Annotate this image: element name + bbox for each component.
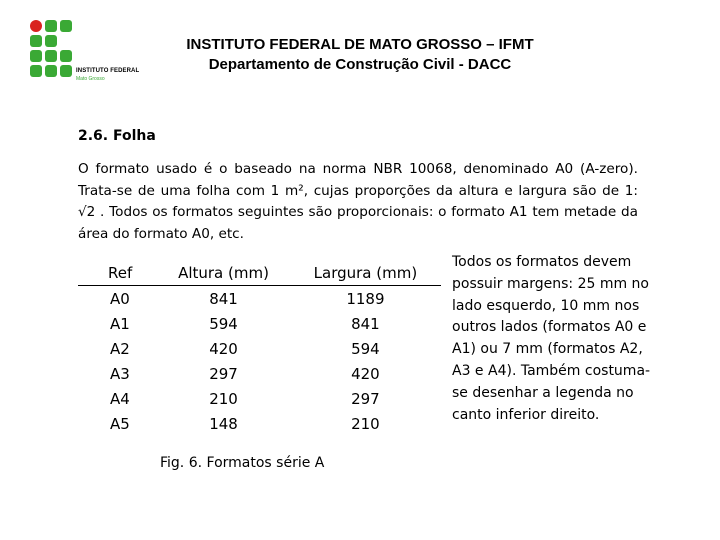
cell-width: 594: [351, 339, 380, 358]
cell-height: 420: [209, 339, 238, 358]
formats-table: [78, 260, 441, 437]
logo-square: [30, 50, 42, 62]
table-row: [78, 361, 441, 386]
cell-ref: A1: [110, 314, 130, 333]
cell-ref: A3: [110, 365, 130, 384]
figure-caption: Fig. 6. Formatos série A: [160, 455, 325, 471]
institution-title: INSTITUTO FEDERAL DE MATO GROSSO – IFMT: [186, 36, 534, 53]
cell-height: 594: [209, 314, 238, 333]
cell-ref: A5: [110, 415, 130, 434]
cell-width: 297: [351, 390, 380, 409]
cell-height: 210: [209, 390, 238, 409]
logo-name: INSTITUTO FEDERAL: [76, 68, 140, 74]
cell-height: 148: [209, 415, 238, 434]
cell-width: 210: [351, 415, 380, 434]
cell-width: 841: [351, 314, 380, 333]
logo-square: [45, 20, 57, 32]
table-row: [78, 387, 441, 412]
cell-width: 420: [351, 365, 380, 384]
margins-note: Todos os formatos devem possuir margens: 25 mm no lado esquerdo, 10 mm nos outros lados (formatos A0 e A1) ou 7 mm (formatos A2, A3 e A4). Também costuma-se desenhar a legenda no canto inferior direito.: [452, 254, 651, 423]
logo-square: [30, 35, 42, 47]
logo-square: [45, 35, 57, 47]
logo-square: [60, 65, 72, 77]
cell-ref: A2: [110, 339, 130, 358]
logo-square: [30, 65, 42, 77]
table-row: [78, 412, 441, 437]
logo-square: [45, 65, 57, 77]
logo-campus: Mato Grosso: [76, 76, 105, 82]
col-header-width: Largura (mm): [290, 260, 441, 286]
cell-ref: A0: [110, 289, 130, 308]
cell-ref: A4: [110, 390, 130, 409]
logo-square: [45, 50, 57, 62]
cell-width: 1189: [346, 289, 385, 308]
cell-height: 297: [209, 365, 238, 384]
table-row: [78, 311, 441, 336]
table-row: [78, 336, 441, 361]
col-header-height: Altura (mm): [157, 260, 290, 286]
logo-red-circle: [30, 20, 42, 32]
logo-square: [60, 20, 72, 32]
table-header-row: [78, 260, 441, 286]
col-header-ref: Ref: [78, 260, 157, 286]
ifmt-logo: [30, 20, 140, 90]
section-title: 2.6. Folha: [78, 128, 156, 144]
cell-height: 841: [209, 289, 238, 308]
table-row: [78, 286, 441, 312]
body-paragraph: O formato usado é o baseado na norma NBR 10068, denominado A0 (A-zero). Trata-se de uma folha com 1 m², cujas proporções da altura e largura são de 1: √2 . Todos os formatos seguintes são proporcionais: o formato A1 tem metade da área do formato A0, etc.: [78, 161, 638, 242]
logo-square: [60, 50, 72, 62]
department-title: Departamento de Construção Civil - DACC: [208, 56, 512, 73]
